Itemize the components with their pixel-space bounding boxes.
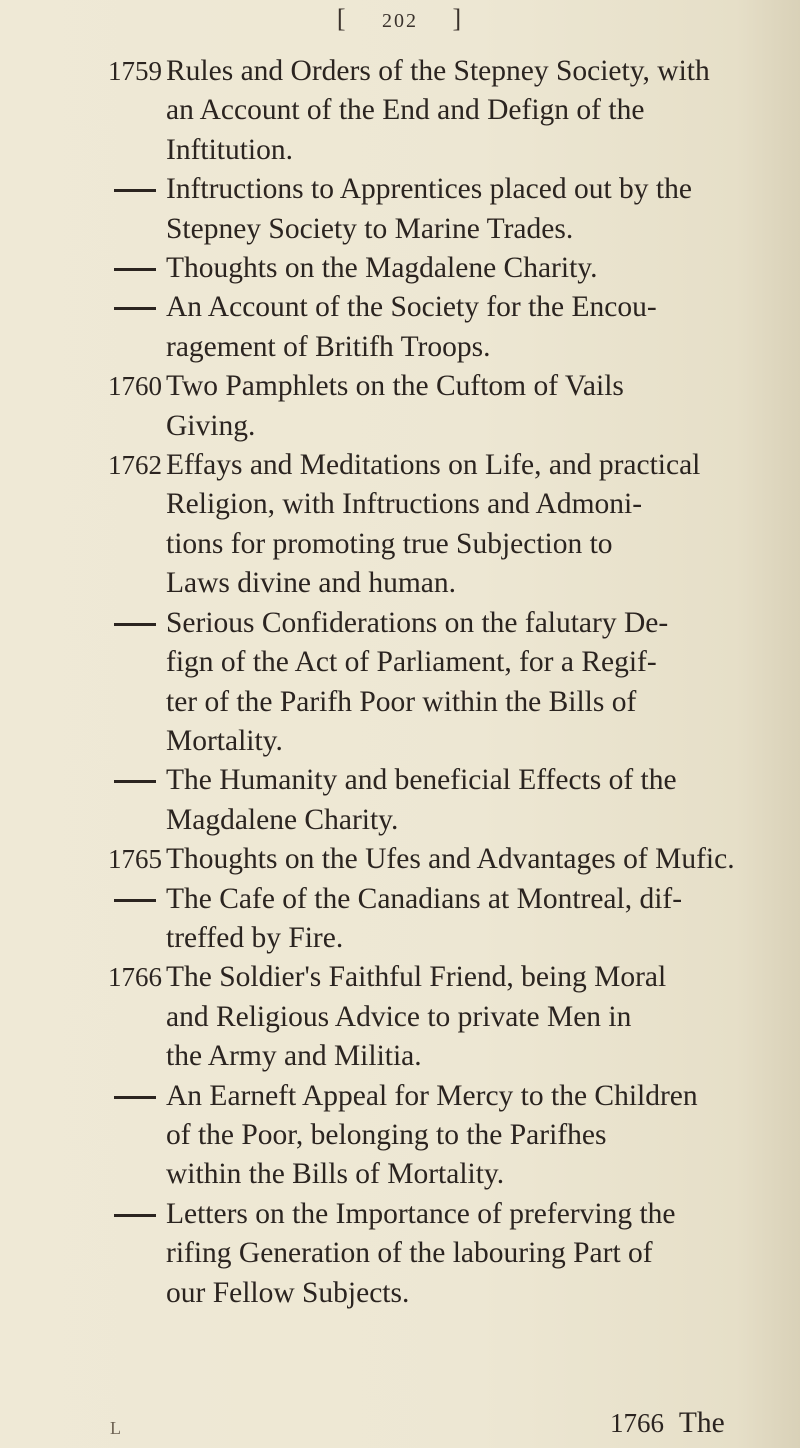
entry-title-line: the Army and Militia. <box>166 1040 422 1073</box>
entry-title-line: fign of the Act of Parliament, for a Regif- <box>166 646 657 679</box>
entry-year: 1759 <box>108 56 162 86</box>
bibliography-entry <box>0 1195 800 1313</box>
ditto-dash <box>114 780 156 783</box>
ditto-dash <box>114 623 156 626</box>
entry-title-line: An Account of the Society for the Encou- <box>166 291 657 324</box>
entry-title-line: The Cafe of the Canadians at Montreal, dif- <box>166 882 683 915</box>
entry-title-line: Mortality. <box>166 724 283 757</box>
entry-title-line: rifing Generation of the labouring Part of <box>166 1237 653 1270</box>
bibliography-entry <box>0 1077 800 1195</box>
ditto-dash <box>114 307 156 310</box>
entry-title-line: our Fellow Subjects. <box>166 1276 410 1309</box>
page-header <box>0 4 800 34</box>
ditto-dash <box>114 189 156 192</box>
entry-title-line: An Earneft Appeal for Mercy to the Children <box>166 1079 698 1112</box>
catchword-year: 1766 <box>610 1408 664 1438</box>
entry-year: 1766 <box>108 962 162 993</box>
entry-title-line: Thoughts on the Ufes and Advantages of Mufic. <box>166 843 735 876</box>
entry-title-line: Laws divine and human. <box>166 567 457 600</box>
catchword-text: The <box>678 1407 725 1439</box>
entry-title-line: of the Poor, belonging to the Parifhes <box>166 1118 607 1151</box>
bibliography-entry <box>0 604 800 762</box>
catchword <box>610 1404 725 1443</box>
bibliography-entry <box>0 446 800 604</box>
entry-title-line: Two Pamphlets on the Cuftom of Vails <box>166 370 624 403</box>
signature-mark: L <box>110 1418 121 1438</box>
ditto-dash <box>114 1214 156 1217</box>
bibliography-entry <box>0 761 800 840</box>
entry-title-line: Letters on the Importance of preferving the <box>166 1197 676 1230</box>
ditto-dash <box>114 899 156 902</box>
bibliography-entry <box>0 249 800 288</box>
entry-title-line: tions for promoting true Subjection to <box>166 527 613 560</box>
entry-title-line: Giving. <box>166 409 256 442</box>
entry-title-line: Magdalene Charity. <box>166 803 399 836</box>
folio-close-bracket: ] <box>452 4 464 33</box>
bibliography-list <box>0 52 800 1313</box>
entry-title-line: ragement of Britifh Troops. <box>166 330 491 363</box>
bibliography-entry <box>0 958 800 1076</box>
entry-title-line: The Humanity and beneficial Effects of the <box>166 764 677 797</box>
folio-open-bracket: [ <box>336 4 348 33</box>
entry-year: 1765 <box>108 844 162 875</box>
ditto-dash <box>114 1096 156 1099</box>
bibliography-entry <box>0 288 800 367</box>
entry-year: 1762 <box>108 450 162 481</box>
entry-title-line: Religion, with Inftructions and Admoni- <box>166 488 643 521</box>
entry-title-line: and Religious Advice to private Men in <box>166 1000 632 1033</box>
bibliography-entry <box>0 367 800 446</box>
entry-title-line: treffed by Fire. <box>166 921 344 954</box>
entry-title-line: Thoughts on the Magdalene Charity. <box>166 252 598 285</box>
entry-year: 1760 <box>108 371 162 402</box>
entry-title-line: Effays and Meditations on Life, and practical <box>166 449 701 482</box>
entry-title-line: Inftitution. <box>166 133 294 166</box>
ditto-dash <box>114 268 156 271</box>
entry-title-line: within the Bills of Mortality. <box>166 1158 505 1191</box>
bibliography-entry <box>0 170 800 249</box>
entry-title-line: Serious Confiderations on the falutary De- <box>166 606 669 639</box>
entry-title-line: Stepney Society to Marine Trades. <box>166 212 574 245</box>
entry-title-line: ter of the Parifh Poor within the Bills of <box>166 685 637 718</box>
bibliography-entry <box>0 840 800 879</box>
page-number: 202 <box>382 10 418 32</box>
entry-title-line: Inftructions to Apprentices placed out by the <box>166 173 692 206</box>
entry-title-line: an Account of the End and Defign of the <box>166 94 645 127</box>
bibliography-entry <box>0 52 800 170</box>
bibliography-entry <box>0 880 800 959</box>
entry-title-line: Rules and Orders of the Stepney Society, with <box>166 55 710 87</box>
entry-title-line: The Soldier's Faithful Friend, being Moral <box>166 961 667 994</box>
